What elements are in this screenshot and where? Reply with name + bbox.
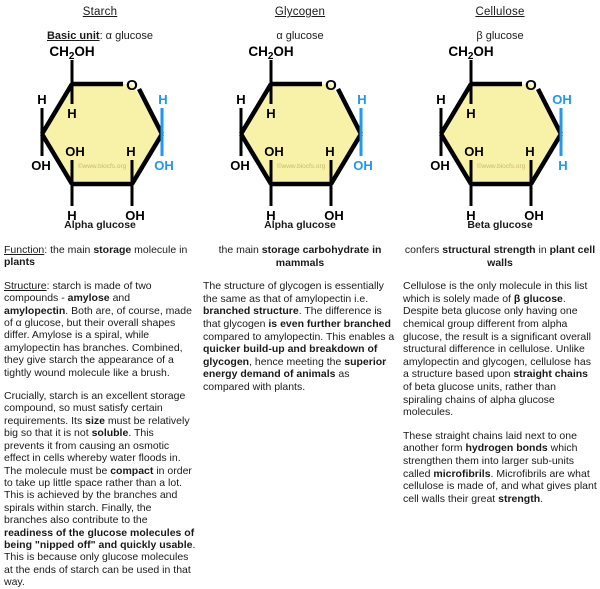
text-segment: : starch is made of two compounds - (4, 279, 152, 305)
substituent-label: H (466, 106, 476, 121)
column-title-glycogen: Glycogen (274, 6, 326, 18)
text-segment: . This prevents it from causing an osmotic effect in cells whereby water floods in. The molecule must be (4, 427, 181, 477)
substituent-label: H (266, 208, 276, 221)
text-segment: compared to amylopectin. This enables a (203, 330, 395, 343)
basic-unit-starch (4, 30, 196, 44)
paragraph-cellulose-2 (403, 430, 597, 506)
text-segment: must be relatively big so that it is not (4, 414, 190, 440)
text-segment: Cellulose is the only molecule in this list which is solely made of (403, 280, 588, 305)
ring-oxygen-label: O (525, 77, 537, 94)
text-segment: These straight chains laid next to one another form (403, 429, 577, 455)
column-title-starch: Starch (82, 6, 118, 18)
substituent-label: H (558, 158, 568, 173)
text-segment: microfibrils (433, 467, 491, 480)
text-segment: Crucially, starch is an excellent storage compound, so must satisfy certain requirements. Its (4, 390, 186, 427)
substituent-label: H (67, 106, 77, 121)
substituent-label: OH (552, 92, 572, 107)
ring-oxygen-label: O (325, 77, 337, 94)
text-segment: in (535, 244, 550, 256)
basic-unit-value: α glucose (276, 30, 324, 42)
molecule-diagram-starch (4, 46, 204, 221)
molecule-diagram-glycogen (203, 46, 403, 221)
watermark: ©www.biocfs.org (276, 163, 326, 170)
watermark: ©www.biocfs.org (77, 163, 127, 170)
substituent-label: OH (65, 144, 85, 159)
text-segment: the main (218, 244, 262, 256)
basic-unit-glycogen (203, 30, 397, 44)
substituent-label: OH (464, 144, 484, 159)
text-segment: soluble (91, 427, 129, 440)
substituent-label: OH (31, 158, 51, 173)
text-segment: β glucose (513, 292, 563, 305)
basic-unit-cellulose (403, 30, 597, 44)
paragraph-glycogen-1 (203, 280, 397, 393)
paragraph-cellulose-1 (403, 280, 597, 419)
substituent-label: H (357, 92, 367, 107)
substituent-label: OH (230, 158, 250, 173)
text-segment: storage (93, 244, 132, 256)
substituent-label: H (466, 208, 476, 221)
substituent-label: OH (524, 208, 544, 221)
basic-unit-label: Basic unit (46, 30, 100, 42)
text-segment: quicker build-up and breakdown of glycogen (203, 343, 378, 368)
text-segment: . This is because only glucose molecules at the ends of starch can be used in that way. (4, 538, 196, 589)
text-segment: . The difference is that glycogen (203, 305, 382, 330)
molecule-caption-glycogen: Alpha glucose (264, 219, 336, 231)
substituent-label: H (325, 144, 335, 159)
text-segment: and (109, 292, 131, 305)
substituent-label: H (525, 144, 535, 159)
text-segment: which strengthen them into larger sub-units called (403, 442, 578, 480)
intro-text-glycogen (203, 244, 397, 269)
intro-text-cellulose (403, 244, 597, 269)
text-segment: . Microfibrils are what cellulose is made of, and what gives plant cell walls their great (403, 467, 597, 505)
substituent-label: OH (264, 144, 284, 159)
text-segment: plant cell walls (487, 244, 596, 269)
text-segment: straight chains (513, 368, 589, 381)
basic-unit-value: β glucose (476, 30, 524, 42)
substituent-label: H (37, 92, 47, 107)
text-segment: is even further branched (268, 317, 391, 330)
text-segment: of beta glucose units, rather than spiraling chains of alpha glucose molecules. (403, 380, 556, 419)
text-segment: hydrogen bonds (465, 442, 548, 455)
text-segment: Structure (4, 279, 47, 292)
column-cellulose (400, 0, 600, 515)
ch2oh-label: $CH_2OH$ (49, 46, 95, 62)
text-segment: structural strength (442, 244, 536, 256)
text-segment: size (85, 414, 105, 427)
molecule-caption-cellulose: Beta glucose (467, 219, 533, 231)
ch2oh-label: $CH_2OH$ (448, 46, 494, 62)
column-title-cellulose: Cellulose (475, 6, 525, 18)
basic-unit-value: : α glucose (99, 30, 154, 42)
text-segment: : the main (44, 244, 94, 256)
column-glycogen (200, 0, 400, 515)
text-segment: . (540, 492, 544, 505)
ch2oh-label: $CH_2OH$ (248, 46, 294, 62)
text-segment: plants (4, 256, 35, 269)
text-segment: superior energy demand of animals (203, 355, 387, 381)
text-segment: The structure of glycogen is essentially the same as that of amylopectin i.e. (203, 280, 384, 305)
text-segment: compact (110, 464, 154, 477)
molecule-caption-starch: Alpha glucose (64, 219, 136, 231)
watermark: ©www.biocfs.org (476, 163, 526, 170)
substituent-label: H (126, 144, 136, 159)
molecule-diagram-cellulose (403, 46, 600, 221)
text-segment: . Both are, of course, made of α glucose, but their overall shapes differ. Amylose is a spiral, while amylopectin has branches. Combined, they give starch the appearance of a tightly wound molecule like a brush. (4, 304, 192, 379)
substituent-label: H (266, 106, 276, 121)
text-segment: readiness of the glucose molecules of being "nipped off" and quickly usable (4, 526, 195, 551)
ring-oxygen-label: O (126, 77, 138, 94)
text-segment: confers (404, 244, 443, 256)
text-segment: strength (498, 492, 541, 505)
text-segment: . Despite beta glucose only having one chemical group different from alpha glucose, the result is a significant overall structural difference in cellulose. Unlike amylopectin and glycogen, cellulose has a structure based upon (403, 292, 591, 381)
text-segment: as compared with plants. (203, 368, 350, 393)
text-segment: amylose (67, 292, 110, 305)
glucose-ring-svg (213, 46, 393, 221)
text-segment: branched structure (203, 305, 299, 318)
substituent-label: OH (430, 158, 450, 173)
substituent-label: OH (154, 158, 174, 173)
substituent-label: H (158, 92, 168, 107)
paragraph-starch-2 (4, 390, 196, 589)
column-starch (0, 0, 200, 589)
paragraph-starch-1 (4, 280, 196, 379)
text-segment: storage carbohydrate in mammals (261, 244, 382, 269)
substituent-label: OH (324, 208, 344, 221)
text-segment: in order to take up little space rather than a lot. This is achieved by the branches and spirals within starch. Finally, the branches also contribute to the (4, 464, 192, 527)
substituent-label: H (436, 92, 446, 107)
substituent-label: OH (125, 208, 145, 221)
substituent-label: H (236, 92, 246, 107)
text-segment: Function (4, 244, 45, 256)
glucose-ring-svg (413, 46, 593, 221)
text-segment: amylopectin (4, 304, 66, 317)
substituent-label: H (67, 208, 77, 221)
text-segment: , hence meeting the (249, 355, 345, 368)
text-segment: molecule in (131, 244, 188, 256)
substituent-label: OH (353, 158, 373, 173)
intro-text-starch (4, 244, 196, 269)
glucose-ring-svg (14, 46, 194, 221)
